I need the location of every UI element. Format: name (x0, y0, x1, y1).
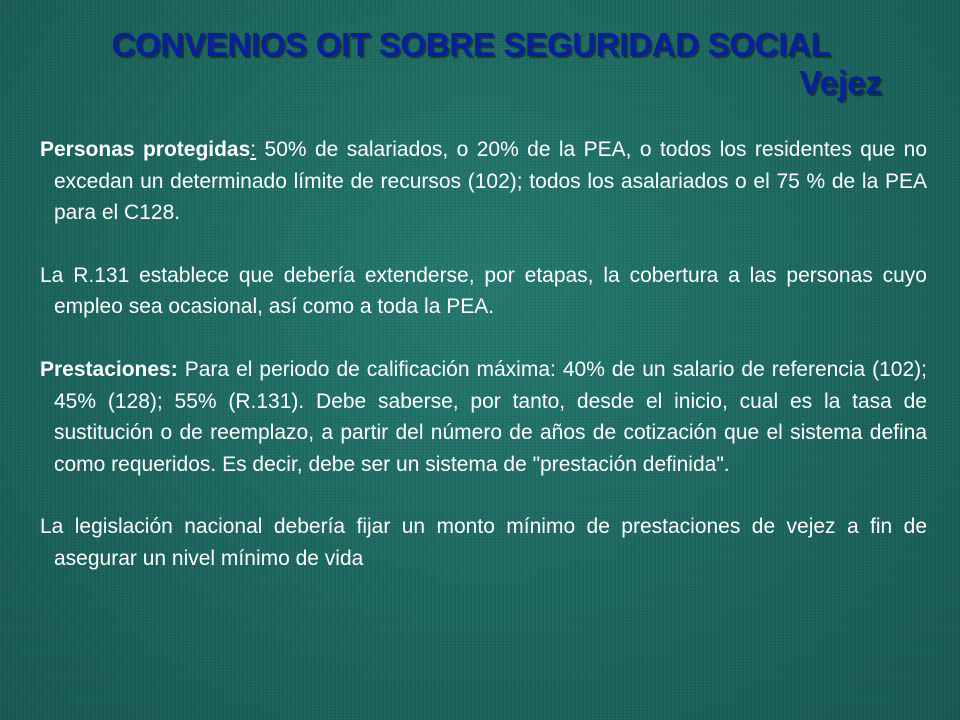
underlined-colon: : (250, 138, 257, 161)
paragraph-legislacion (40, 511, 927, 574)
slide-title (60, 26, 882, 102)
paragraph-label: Prestaciones: (40, 357, 178, 381)
paragraph-label: Personas protegidas (40, 138, 251, 161)
paragraph-text: La R.131 establece que debería extenderse, por etapas, la cobertura a las personas cuyo empleo sea ocasional, así como a toda la PEA. (40, 263, 927, 319)
slide-body (40, 134, 927, 575)
title-subtitle: Vejez (799, 64, 882, 101)
paragraph-text: La legislación nacional debería fijar un monto mínimo de prestaciones de vejez a fin de asegurar un nivel mínimo de vida (40, 515, 927, 570)
paragraph-text: Para el periodo de calificación máxima: 40% de un salario de referencia (102); 45% (128); 55% (R.131). Debe saberse, por tanto, desde el inicio, cual es la tasa de sustitución o de reemplazo, a partir del número de años de cotización que el sistema defina como requeridos. Es decir, debe ser un sistema de "prestación definida". (54, 357, 927, 476)
paragraph-r131 (40, 260, 927, 323)
title-main: CONVENIOS OIT SOBRE SEGURIDAD SOCIAL (111, 26, 831, 63)
paragraph-text: 50% de salariados, o 20% de la PEA, o todos los residentes que no excedan un determinado límite de recursos (102); todos los asalariados o el 75 % de la PEA para el C128. (54, 138, 928, 225)
paragraph-prestaciones (40, 354, 927, 480)
paragraph-personas-protegidas (40, 134, 927, 229)
